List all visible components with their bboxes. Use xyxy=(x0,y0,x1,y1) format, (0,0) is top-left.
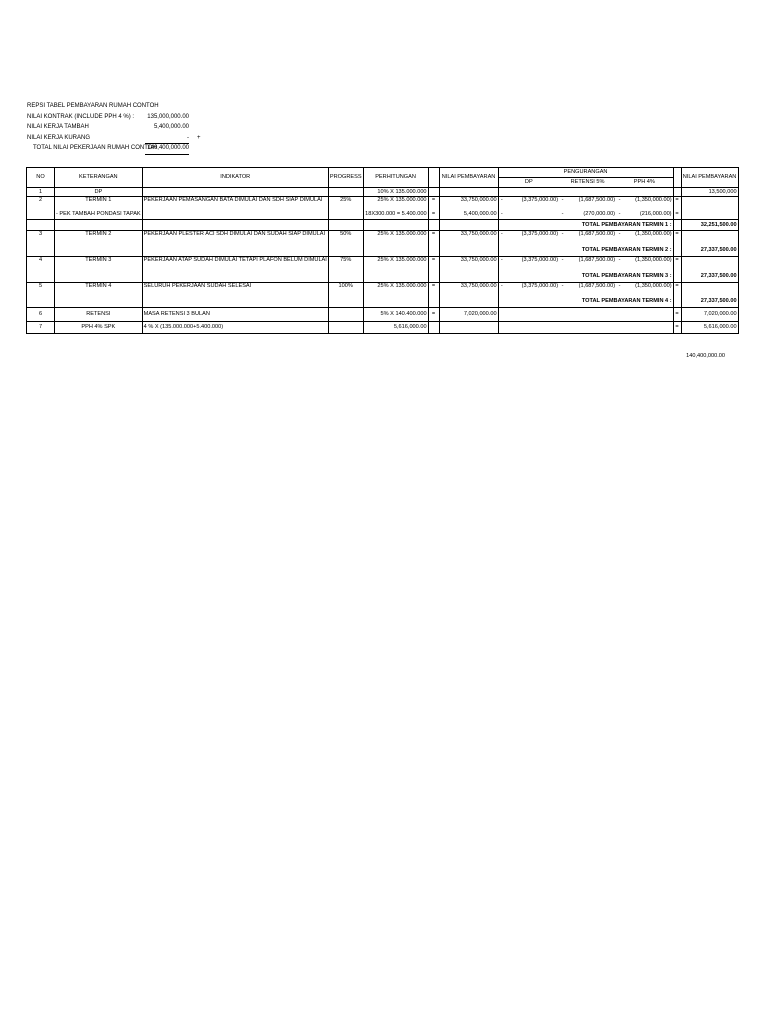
total-work-value: 140,400,000.00 xyxy=(145,143,189,155)
table-row xyxy=(27,297,739,308)
table-row: 4 TERMIN 3 PEKERJAAN ATAP SUDAH DIMULAI TETAPI PLAFON BELUM DIMULAI 75% 25% X 135.000.000 = 33,750,000.00 - (3,375,000.00) - (1,687,500.00) - (1,350,000.00) = xyxy=(27,257,739,271)
header-keterangan: KETERANGAN xyxy=(55,168,143,188)
table-header-row-1 xyxy=(27,168,739,178)
contract-value: 135,000,000.00 xyxy=(147,113,189,120)
header-dp: DP xyxy=(498,178,559,188)
added-work-value: 5,400,000.00 xyxy=(153,124,189,130)
table-row: 5 TERMIN 4 SELURUH PEKERJAAN SUDAH SELESAI 100% 25% X 135.000.000 = 33,750,000.00 - (3,375,000.00) - (1,687,500.00) - (1,350,000.00) = xyxy=(27,283,739,297)
reduced-work-value: - xyxy=(145,133,189,145)
table-row: 7 PPH 4% SPK 4 % X (135.000.000+5.400.000) 5,616,000.00 = 5,616,000.00 xyxy=(27,322,739,334)
table-row xyxy=(27,220,739,231)
payment-table xyxy=(26,167,739,334)
total-termin-3-label: TOTAL PEMBAYARAN TERMIN 3 : xyxy=(498,271,673,283)
header-title: REPSI TABEL PEMBAYARAN RUMAH CONTOH xyxy=(27,103,159,109)
table-row: 3 TERMIN 2 PEKERJAAN PLESTER ACI SDH DIMULAI DAN SUDAH SIAP DIMULAI 50% 25% X 135.000.000 = 33,750,000.00 - (3,375,000.00) - (1,687,500.00) - (1,350,000.00) = xyxy=(27,231,739,245)
total-termin-1-value: 32,251,500.00 xyxy=(681,220,738,231)
header-pph: PPH 4% xyxy=(616,178,673,188)
header-nilai-pembayaran: NILAI PEMBAYARAN xyxy=(439,168,498,188)
total-termin-4-label: TOTAL PEMBAYARAN TERMIN 4 : xyxy=(498,297,673,308)
total-termin-1-label: TOTAL PEMBAYARAN TERMIN 1 : xyxy=(498,220,673,231)
total-termin-2-value: 27,337,500.00 xyxy=(681,245,738,257)
added-work-label: NILAI KERJA TAMBAH xyxy=(27,124,89,130)
header-perhitungan: PERHITUNGAN xyxy=(363,168,428,188)
table-row xyxy=(27,271,739,283)
header-indikator: INDIKATOR xyxy=(142,168,328,188)
header-retensi: RETENSI 5% xyxy=(559,178,616,188)
table-row: - PEK TAMBAH PONDASI TAPAK 18X300.000 = 5.400.000 = 5,400,000.00 - - (270,000.00) - (216,000.00) = xyxy=(27,211,739,220)
table-row: 1 DP 10% X 135.000.000 13,500,000 xyxy=(27,188,739,197)
grand-total: 140,400,000.00 xyxy=(686,353,725,359)
total-termin-3-value: 27,337,500.00 xyxy=(681,271,738,283)
table-row: 6 RETENSI MASA RETENSI 3 BULAN 5% X 140.400.000 = 7,020,000.00 = 7,020,000.00 xyxy=(27,308,739,322)
header-no: NO xyxy=(27,168,55,188)
table-row xyxy=(27,245,739,257)
table-row: 2 TERMIN 1 PEKERJAAN PEMASANGAN BATA DIMULAI DAN SDH SIAP DIMULAI 25% 25% X 135.000.000 = 33,750,000.00 - (3,375,000.00) - (1,687,500.00) - (1,350,000.00) = xyxy=(27,197,739,211)
total-work-label: TOTAL NILAI PEKERJAAN RUMAH CONTOH xyxy=(33,145,157,151)
plus-sign: + xyxy=(197,134,201,141)
total-termin-4-value: 27,337,500.00 xyxy=(681,297,738,308)
header-nilai-pembayaran-akhir: NILAI PEMBAYARAN xyxy=(681,168,738,188)
header-progress: PROGRESS xyxy=(328,168,363,188)
reduced-work-label: NILAI KERJA KURANG xyxy=(27,134,91,141)
total-termin-2-label: TOTAL PEMBAYARAN TERMIN 2 : xyxy=(498,245,673,257)
header-pengurangan: PENGURANGAN xyxy=(498,168,673,178)
contract-value-label: NILAI KONTRAK (INCLUDE PPH 4 %) : xyxy=(27,113,135,120)
